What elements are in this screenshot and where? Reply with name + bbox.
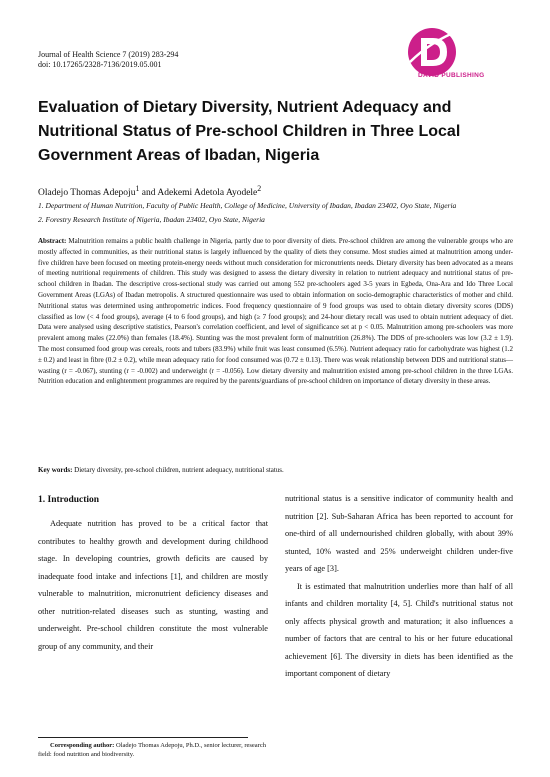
keywords-label: Key words: (38, 466, 73, 474)
paragraph: Adequate nutrition has proved to be a critical factor that contributes to healthy growth and development during childhood stage. In developing countries, growth deficits are caused by inadequate food intake and infections [1], and children are mostly vulnerable to malnutrition, micronutrient deficiency diseases and other nutrition-related diseases such as stunting, wasting and underweight. Pre-school children constitute the most vulnerable group of any community, and their (38, 519, 268, 651)
abstract-text: Malnutrition remains a public health challenge in Nigeria, partly due to poor diversity of diets. Pre-school children are among the vulnerable groups who are mostly affected in communities, as their nutritional status is largely influenced by the quality of diets they consume. Most studies aimed at malnutrition among under-five children have been focused on meeting protein-energy needs without much consideration for micronutrients needs. Dietary diversity has been advocated as a means of meeting nutritional requirements of children. This study was designed to assess the dietary diversity in relation to nutrient adequacy and nutritional status of pre-school children in Ibadan. The descriptive cross-sectional study was carried out among 552 pre-schoolers aged 3-5 years in Egbeda, Ona-Ara and Ido Three Local Government Areas (LGAs) of Ibadan metropolis. A structured questionnaire was used to obtain information on socio-demographic characteristics of mother and child. Nutritional status was determined using anthropometric indices. Food frequency questionnaire of 9 food groups was used to obtain dietary diversity scores (DDS) classified as low (< 4 food groups), average (4 to 6 food groups), and high (≥ 7 food groups); and 24-hour dietary recall was used to obtain nutrient adequacy of diet. Data were analysed using descriptive statistics, Pearson's correlation coefficient, and level of significance set at p < 0.05. Malnutrition among pre-schoolers was more prevalent among males (22.0%) than females (18.4%). Stunting was the most prevalent form of malnutrition (26.8%). The DDS of pre-schoolers was low (3.2 ± 1.9). The most consumed food group was cereals, roots and tubers (83.9%) while fruit was least consumed (6.5%). Nutrient adequacy ratio for carbohydrate was highest (1.2 ± 0.2) and least in fibre (0.2 ± 0.2), while mean adequacy ratio for food consumed was (0.72 ± 0.13). There was weak relationship between DDS and nutritional status—wasting (r = -0.067), stunting (r = -0.002) and underweight (r = -0.056). Low dietary diversity and malnutrition existed among pre-school children in the three LGAs. Nutrition education and enlightenment programmes are required by the parents/guardians of pre-school children on importance of dietary diversity in these areas. (38, 237, 513, 386)
affiliation: 2. Forestry Research Institute of Nigeria, Ibadan 23402, Oyo State, Nigeria (38, 215, 265, 224)
abstract (38, 236, 513, 387)
david-publishing-logo (385, 22, 515, 92)
publisher-name: DAVID PUBLISHING (418, 72, 485, 79)
abstract-label: Abstract: (38, 237, 67, 245)
paragraph: nutritional status is a sensitive indicator of community health and nutrition [2]. Sub-Saharan Africa has been reported to account for one-third of all undernourished children globally, with about 39% stunted, 10% wasted and 25% underweight children under-five years of age [3]. (285, 494, 513, 573)
keywords (38, 466, 284, 474)
article-title: Evaluation of Dietary Diversity, Nutrient Adequacy and Nutritional Status of Pre-school Children in Three Local Government Areas of Ibadan, Nigeria (38, 99, 461, 164)
section-heading: 1. Introduction (38, 495, 100, 505)
keywords-text: Dietary diversity, pre-school children, nutrient adequacy, nutritional status. (72, 466, 284, 474)
right-column (285, 490, 513, 683)
journal-citation: Journal of Health Science 7 (2019) 283-294 (38, 50, 179, 59)
footnote-divider (38, 737, 248, 738)
journal-info (38, 50, 178, 70)
author-affil-mark: 1 (135, 184, 140, 193)
footnote-text: Oladejo Thomas Adepoju, Ph.D., senior lecturer, research field: food nutrition and biodiversity. (38, 742, 266, 758)
paragraph: It is estimated that malnutrition underlies more than half of all infants and children mortality [4, 5]. Child's nutritional status not only affects physical growth and maturation; it also influences a number of factors that are central to his or her future educational achievement [6]. The diversity in diets has been identified as the important component of dietary (285, 581, 513, 678)
footnote-label: Corresponding author: (50, 742, 115, 749)
author-name: Adekemi Adetola Ayodele (157, 188, 258, 199)
journal-doi: doi: 10.17265/2328-7136/2019.05.001 (38, 60, 162, 69)
author-name: Oladejo Thomas Adepoju (38, 188, 136, 199)
affiliation: 1. Department of Human Nutrition, Faculty of Public Health, College of Medicine, University of Ibadan, Ibadan 23402, Oyo State, Nigeria (38, 201, 457, 210)
author-list: Oladejo Thomas Adepoju$^1$ and Adekemi Adetola Ayodele$^2$ (38, 184, 262, 199)
author-affil-mark: 2 (257, 184, 262, 193)
left-column (38, 495, 268, 655)
corresponding-author-footnote (38, 741, 268, 759)
